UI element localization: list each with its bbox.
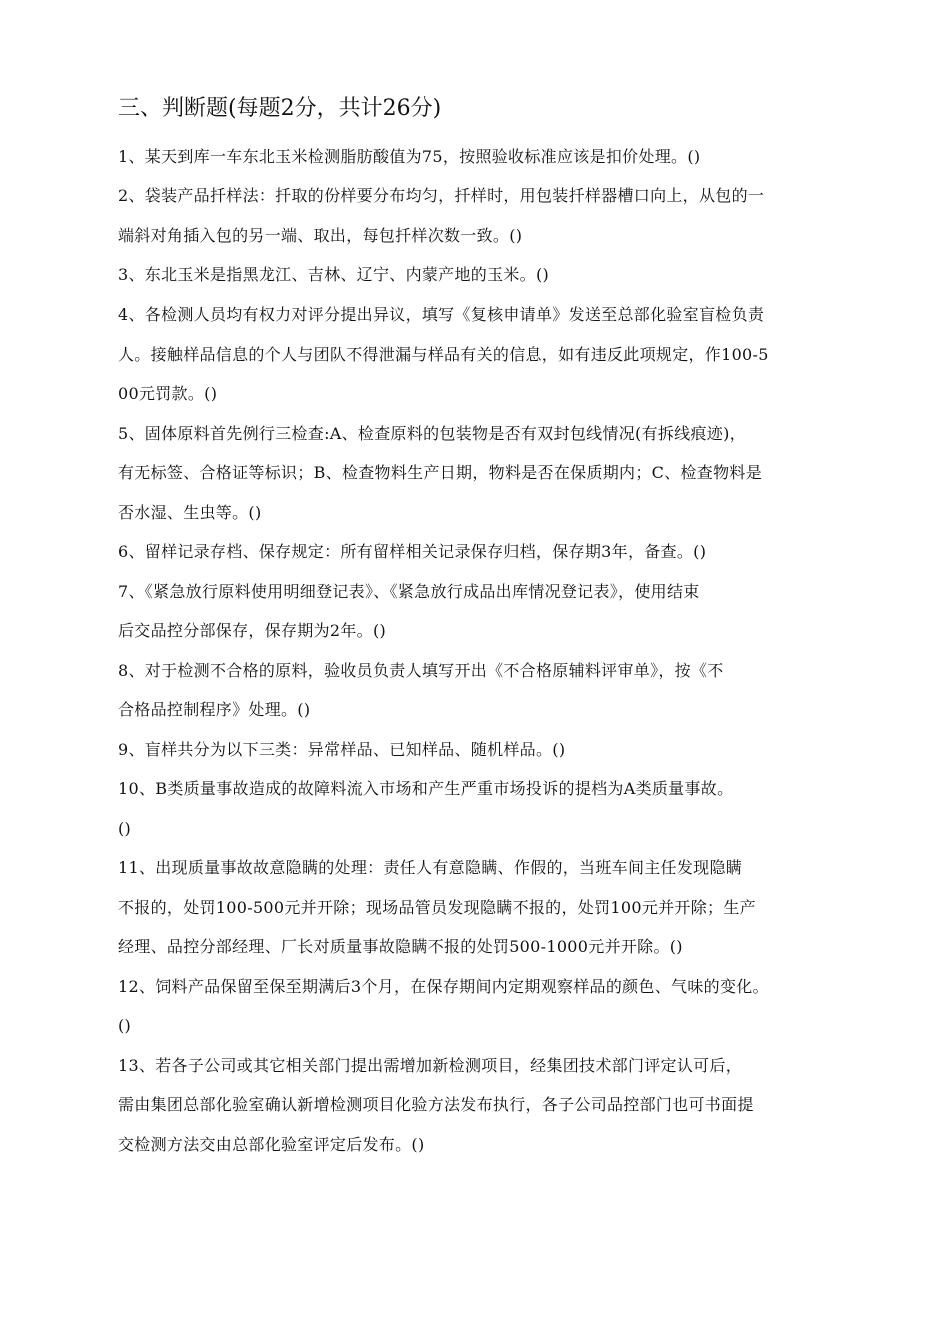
- question-line: 4、各检测人员均有权力对评分提出异议，填写《复核申请单》发送至总部化验室盲检负责: [118, 305, 765, 324]
- question-line: 12、饲料产品保留至保至期满后3个月，在保存期间内定期观察样品的颜色、气味的变化。: [118, 977, 769, 996]
- question-line: 端斜对角插入包的另一端、取出，每包扦样次数一致。(): [118, 226, 523, 245]
- question-line: 13、若各子公司或其它相关部门提出需增加新检测项目，经集团技术部门评定认可后，: [118, 1056, 743, 1075]
- question-line: 6、留样记录存档、保存规定：所有留样相关记录保存归档，保存期3年，备查。(): [118, 542, 707, 561]
- question-line: 合格品控制程序》处理。(): [118, 700, 311, 719]
- question-line: 11、出现质量事故故意隐瞒的处理：责任人有意隐瞒、作假的，当班车间主任发现隐瞒: [118, 858, 743, 877]
- question-line: 00元罚款。(): [118, 384, 218, 403]
- question-line: 2、袋装产品扦样法：扦取的份样要分布均匀，扦样时，用包装扦样器槽口向上，从包的一: [118, 186, 765, 205]
- question-line: 5、固体原料首先例行三检查:A、检查原料的包装物是否有双封包线情况(有拆线痕迹)，: [118, 424, 746, 443]
- question-line: (): [118, 1016, 132, 1035]
- question-line: 8、对于检测不合格的原料，验收员负责人填写开出《不合格原辅料评审单》，按《不: [118, 661, 724, 680]
- question-line: 10、B类质量事故造成的故障料流入市场和产生严重市场投诉的提档为A类质量事故。: [118, 779, 734, 798]
- question-line: 需由集团总部化验室确认新增检测项目化验方法发布执行，各子公司品控部门也可书面提: [118, 1095, 754, 1114]
- question-line: 有无标签、合格证等标识；B、检查物料生产日期，物料是否在保质期内；C、检查物料是: [118, 463, 763, 482]
- question-line: 交检测方法交由总部化验室评定后发布。(): [118, 1135, 425, 1154]
- question-line: 3、东北玉米是指黑龙江、吉林、辽宁、内蒙产地的玉米。(): [118, 265, 550, 284]
- section-title: 三、判断题(每题2分，共计26分): [118, 96, 442, 121]
- question-line: (): [118, 819, 132, 838]
- question-line: 人。接触样品信息的个人与团队不得泄漏与样品有关的信息，如有违反此项规定，作100-5: [118, 345, 769, 364]
- question-line: 7、《紧急放行原料使用明细登记表》、《紧急放行成品出库情况登记表》，使用结束: [118, 582, 700, 601]
- question-line: 不报的，处罚100-500元并开除；现场品管员发现隐瞒不报的，处罚100元并开除；生产: [118, 898, 756, 917]
- question-line: 1、某天到库一车东北玉米检测脂肪酸值为75，按照验收标准应该是扣价处理。(): [118, 147, 701, 166]
- question-line: 否水湿、生虫等。(): [118, 503, 262, 522]
- question-line: 9、盲样共分为以下三类：异常样品、已知样品、随机样品。(): [118, 740, 566, 759]
- question-line: 经理、品控分部经理、厂长对质量事故隐瞒不报的处罚500-1000元并开除。(): [118, 937, 683, 956]
- question-line: 后交品控分部保存，保存期为2年。(): [118, 621, 387, 640]
